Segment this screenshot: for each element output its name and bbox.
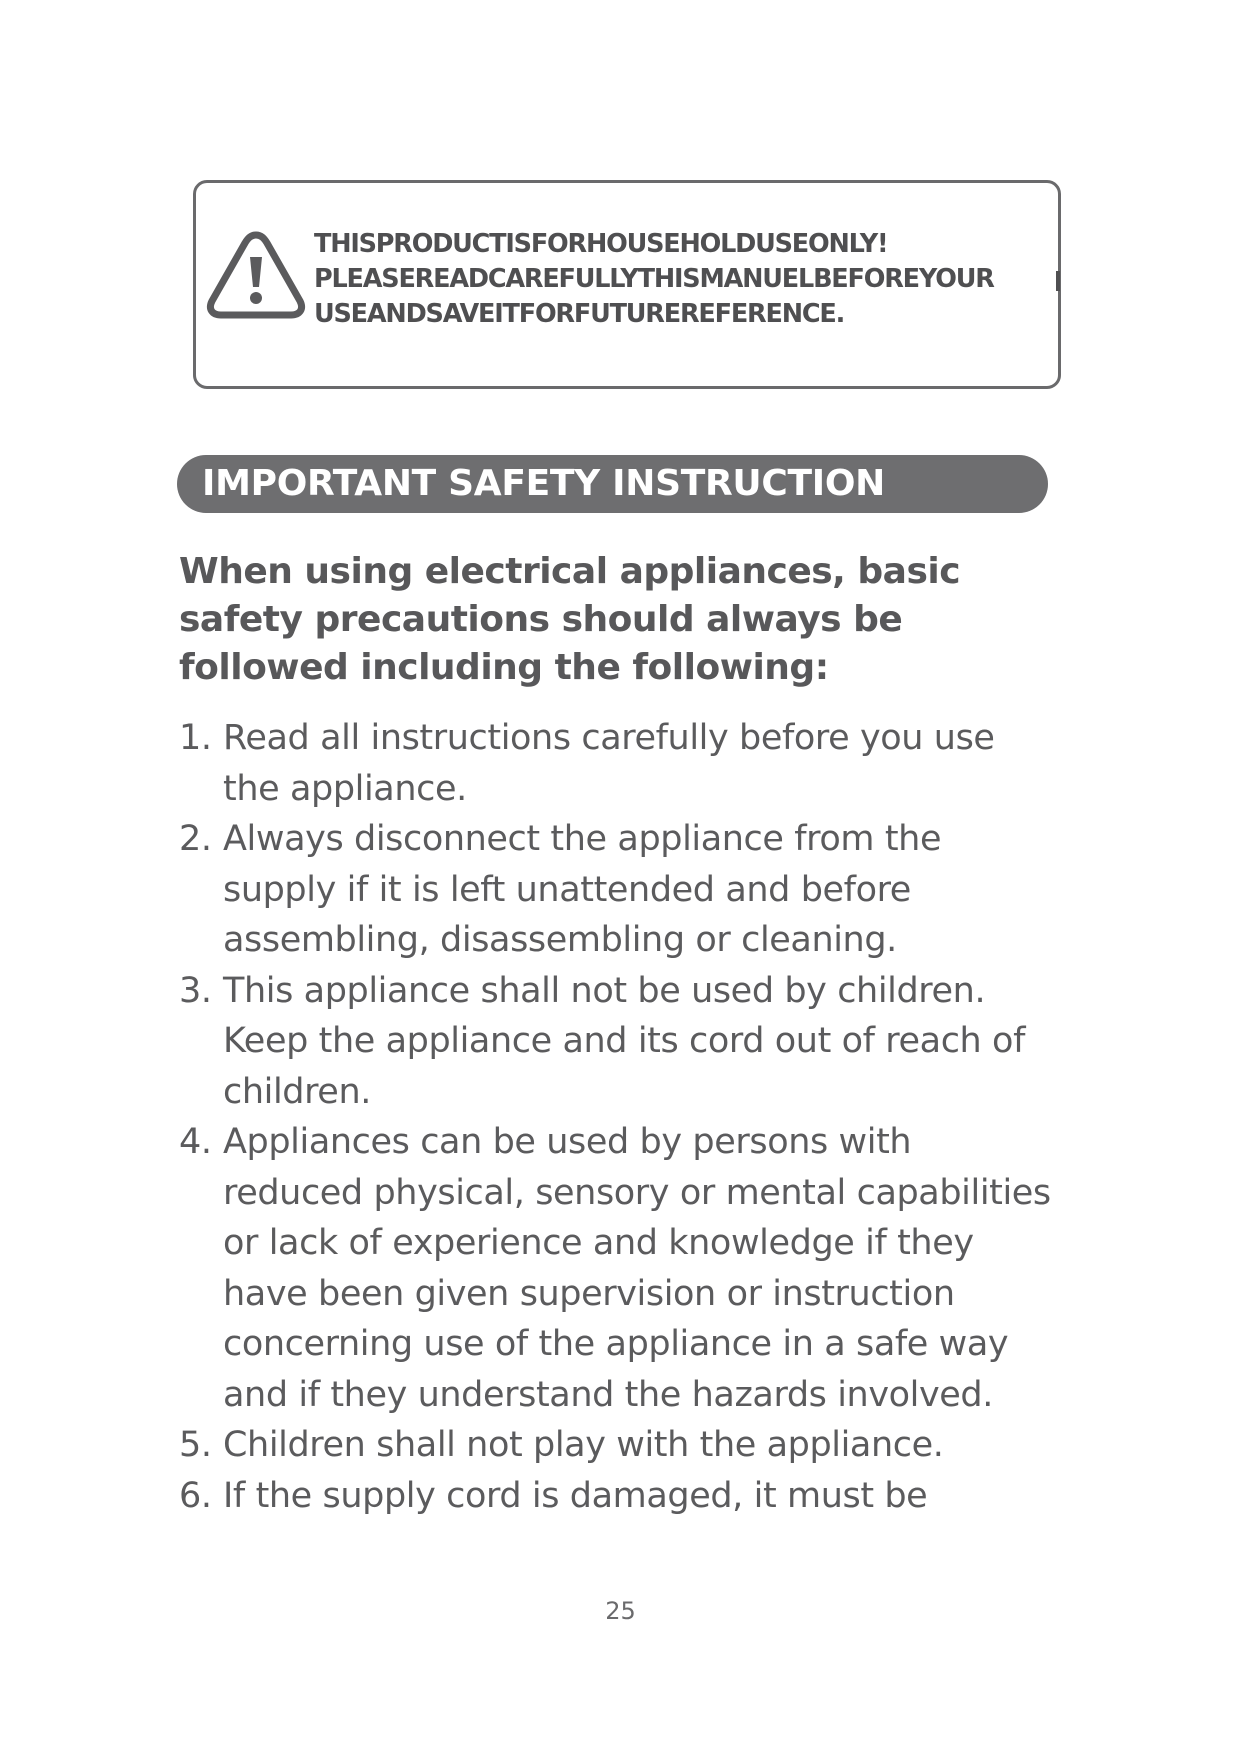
- item-number: 1.: [179, 718, 212, 758]
- list-item: [179, 1420, 1059, 1471]
- list-item: [179, 713, 1059, 814]
- list-item: [179, 1117, 1059, 1420]
- item-number: 6.: [179, 1475, 212, 1516]
- intro-paragraph: When using electrical appliances, basic safety precautions should always be followed including the following:: [179, 551, 961, 688]
- list-item: [179, 814, 1059, 966]
- item-number: 3.: [179, 970, 212, 1011]
- section-title: IMPORTANT SAFETY INSTRUCTION: [177, 455, 1048, 513]
- item-text: This appliance shall not be used by children. Keep the appliance and its cord out of reach of children.: [223, 970, 1025, 1112]
- edge-mark: [1056, 271, 1060, 291]
- item-number: 4.: [179, 1122, 212, 1162]
- warning-box: [193, 180, 1061, 389]
- item-text: Appliances can be used by persons with reduced physical, sensory or mental capabilities or lack of experience and knowledge if they have been given supervision or instruction concerning use of the appliance in a safe way and if they understand the hazards involved.: [223, 1122, 1051, 1415]
- warning-line-3: USEANDSAVEITFORFUTUREREFERENCE.: [314, 299, 845, 329]
- item-text: If the supply cord is damaged, it must be: [223, 1475, 928, 1516]
- item-number: 5.: [179, 1425, 212, 1465]
- warning-triangle-icon: [204, 227, 308, 323]
- page-number: 25: [605, 1597, 636, 1625]
- item-text: Always disconnect the appliance from the supply if it is left unattended and before assembling, disassembling or cleaning.: [223, 819, 942, 960]
- list-item: [179, 966, 1059, 1118]
- instruction-list: [179, 713, 1059, 1521]
- list-item: [179, 1471, 1059, 1522]
- warning-message: [314, 227, 994, 332]
- warning-line-1: THISPRODUCTISFORHOUSEHOLDUSEONLY!: [314, 229, 888, 259]
- item-text: Children shall not play with the appliance.: [223, 1425, 944, 1465]
- item-number: 2.: [179, 819, 212, 859]
- warning-line-2: PLEASEREADCAREFULLYTHISMANUELBEFOREYOUR: [314, 264, 994, 294]
- item-text: Read all instructions carefully before you use the appliance.: [223, 718, 995, 809]
